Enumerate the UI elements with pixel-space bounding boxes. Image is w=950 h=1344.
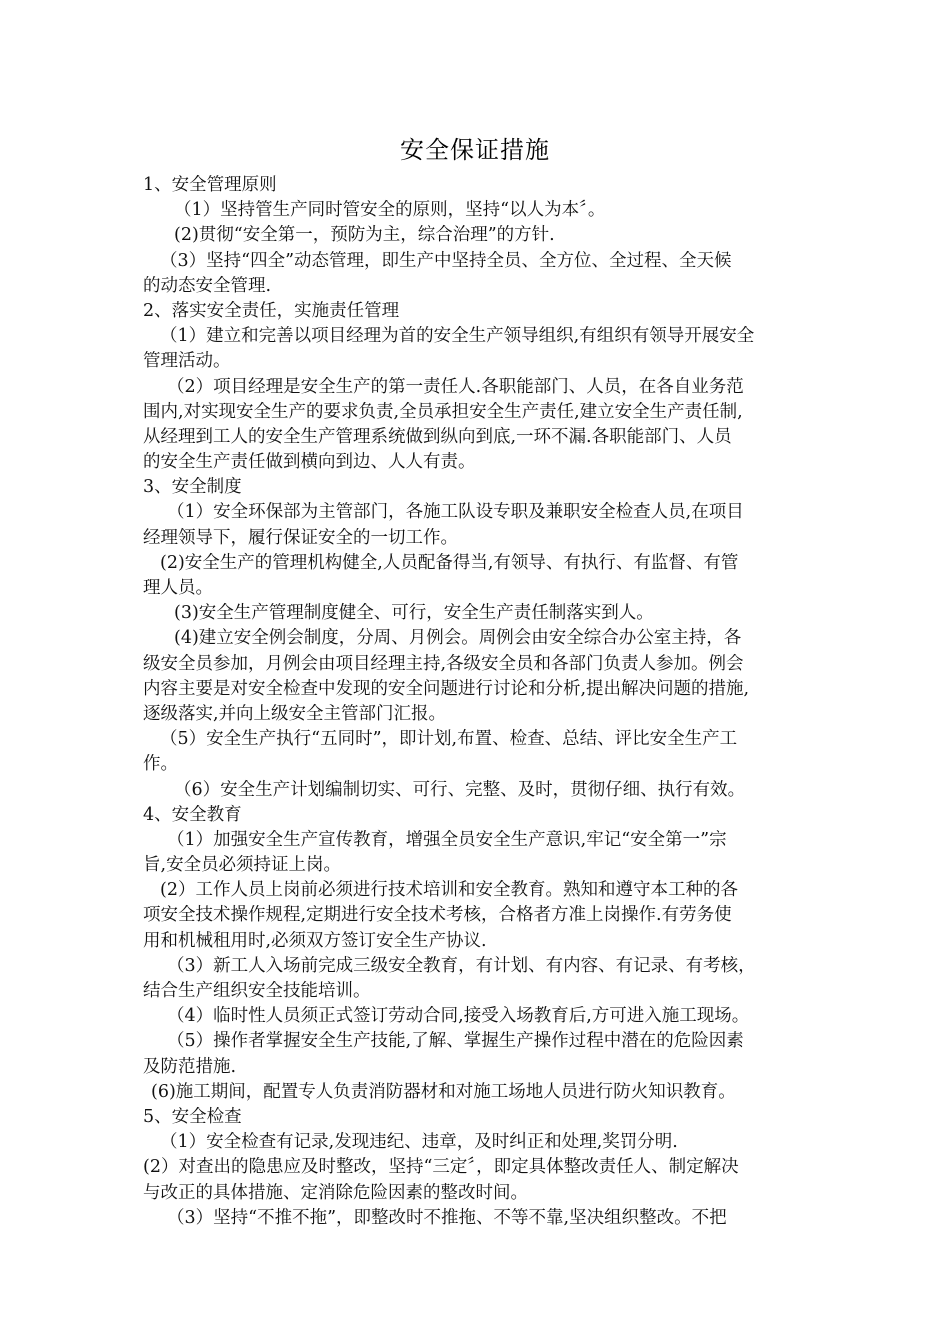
text-line: （3）坚持“四全”动态管理，即生产中坚持全员、全方位、全过程、全天候 (160, 250, 732, 271)
text-line: 结合生产组织安全技能培训。 (143, 981, 371, 1001)
text-line: （3）坚持“不推不拖”，即整改时不推拖、不等不靠,坚决组织整改。不把 (167, 1207, 727, 1228)
text-line: 作。 (143, 754, 178, 775)
text-line: 1、安全管理原则 (143, 175, 277, 195)
text-line: 项安全技术操作规程,定期进行安全技术考核，合格者方准上岗操作.有劳务使 (143, 905, 732, 926)
text-line: (2）对查出的隐患应及时整改，坚持“三定〞，即定具体整改责任人、制定解决 (143, 1157, 739, 1178)
text-line: 旨,安全员必须持证上岗。 (143, 855, 342, 876)
text-line: （3）新工人入场前完成三级安全教育，有计划、有内容、有记录、有考核， (167, 955, 756, 976)
text-line: （1）坚持管生产同时管安全的原则，坚持“以人为本〞。 (174, 200, 606, 221)
text-line: 内容主要是对安全检查中发现的安全问题进行讨论和分析,提出解决问题的措施, (143, 678, 750, 699)
text-line: 的动态安全管理. (143, 275, 272, 296)
text-line: （2）项目经理是安全生产的第一责任人.各职能部门、人员，在各自业务范 (167, 376, 744, 397)
text-line: 理人员。 (143, 578, 213, 598)
text-line: （5）安全生产执行“五同时”，即计划,布置、检查、总结、评比安全生产工 (160, 729, 738, 750)
text-line: 4、安全教育 (143, 804, 242, 825)
text-line: （1）安全检查有记录,发现违纪、违章，及时纠正和处理,奖罚分明. (160, 1132, 678, 1153)
text-line: 管理活动。 (143, 351, 231, 372)
text-line: (4)建立安全例会制度，分周、月例会。周例会由安全综合办公室主持，各 (174, 628, 742, 649)
text-line: （1）加强安全生产宣传教育，增强全员安全生产意识,牢记“安全第一”宗 (167, 829, 727, 850)
text-line: （1）安全环保部为主管部门，各施工队设专职及兼职安全检查人员,在项目 (167, 502, 744, 523)
text-line: (2)安全生产的管理机构健全,人员配备得当,有领导、有执行、有监督、有管 (160, 552, 739, 573)
document-body (143, 173, 813, 1231)
text-line: 与改正的具体措施、定消除危险因素的整改时间。 (143, 1182, 528, 1203)
text-line: 5、安全检查 (143, 1106, 242, 1127)
text-line: (2）工作人员上岗前必须进行技术培训和安全教育。熟知和遵守本工种的各 (160, 880, 738, 901)
text-line: （6）安全生产计划编制切实、可行、完整、及时，贯彻仔细、执行有效。 (174, 779, 746, 800)
document-title: 安全保证措施 (400, 136, 550, 164)
text-line: (2)贯彻“安全第一，预防为主，综合治理”的方针. (174, 225, 555, 246)
text-line: （5）操作者掌握安全生产技能,了解、掌握生产操作过程中潜在的危险因素 (167, 1031, 744, 1052)
text-line: 的安全生产责任做到横向到边、人人有责。 (143, 452, 476, 473)
text-line: 从经理到工人的安全生产管理系统做到纵向到底,一环不漏.各职能部门、人员 (143, 426, 732, 447)
text-line: 用和机械租用时,必须双方签订安全生产协议. (143, 930, 487, 951)
text-line: 逐级落实,并向上级安全主管部门汇报。 (143, 703, 447, 724)
text-line: 级安全员参加，月例会由项目经理主持,各级安全员和各部门负责人参加。例会 (143, 653, 744, 674)
text-line: （1）建立和完善以项目经理为首的安全生产领导组织,有组织有领导开展安全 (160, 326, 755, 347)
text-line: 围内,对实现安全生产的要求负责,全员承担安全生产责任,建立安全生产责任制, (143, 401, 743, 422)
text-line: 3、安全制度 (143, 477, 242, 498)
text-line: 经理领导下，履行保证安全的一切工作。 (143, 527, 458, 548)
text-line: (3)安全生产管理制度健全、可行，安全生产责任制落实到人。 (174, 603, 654, 624)
text-line: （4）临时性人员须正式签订劳动合同,接受入场教育后,方可进入施工现场。 (167, 1006, 750, 1027)
text-line: (6)施工期间，配置专人负责消防器材和对施工场地人员进行防火知识教育。 (151, 1081, 736, 1102)
text-line: 及防范措施. (143, 1056, 237, 1077)
text-line: 2、落实安全责任，实施责任管理 (143, 300, 400, 321)
